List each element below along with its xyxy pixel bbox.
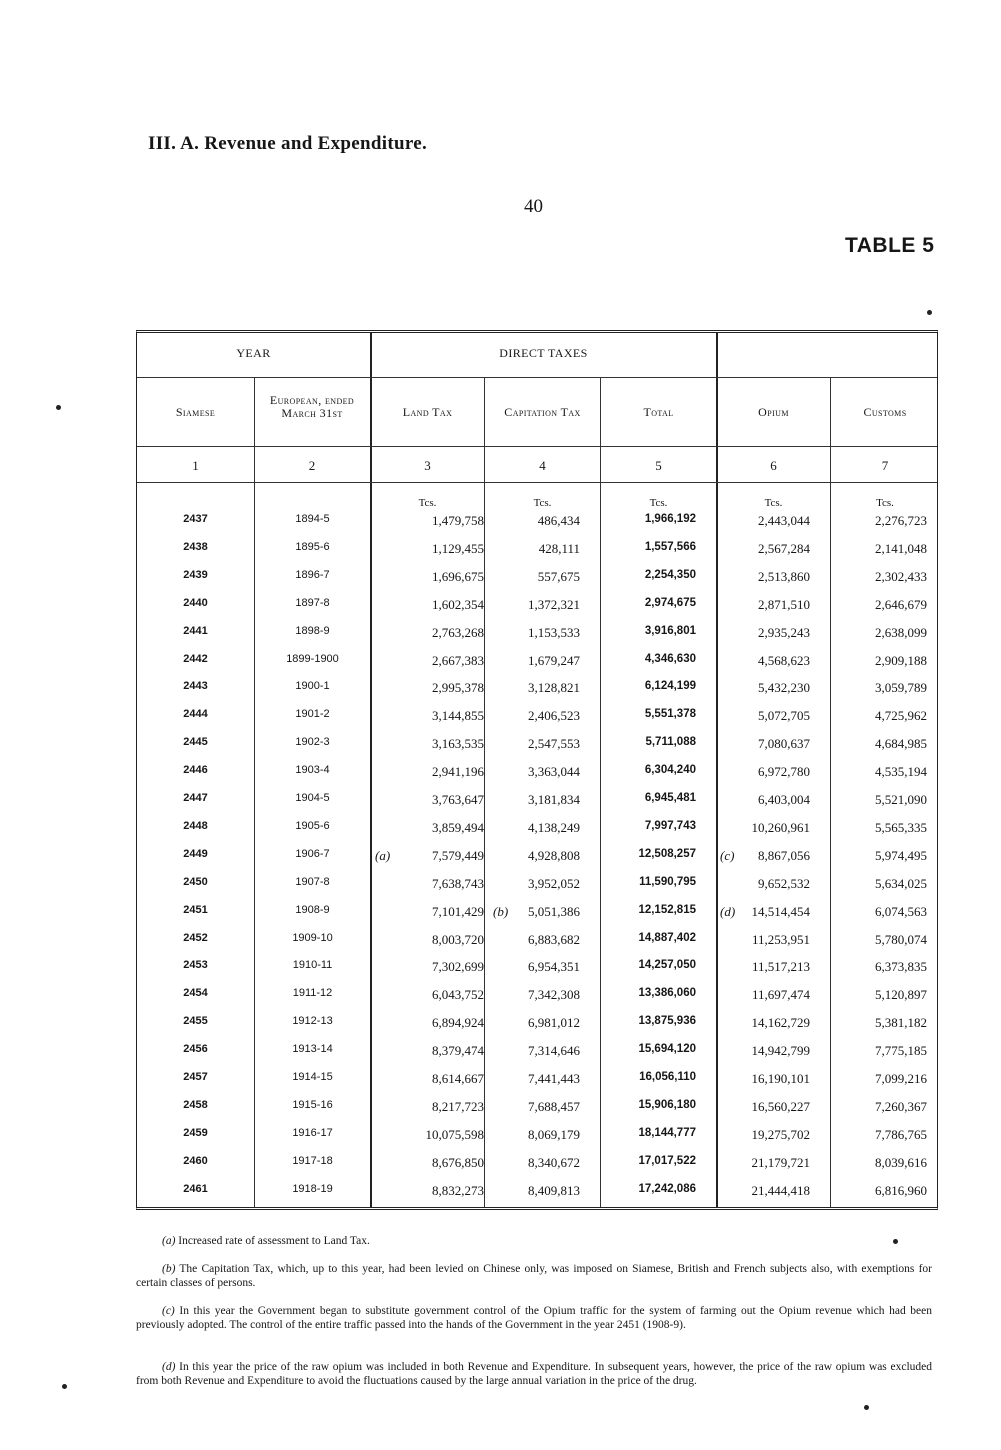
cell-land-tax: 1,479,758	[432, 513, 484, 528]
cell-capitation-tax: 7,314,646	[528, 1043, 580, 1059]
cell-total: 2,974,675	[644, 596, 696, 609]
cell-total: 5,551,378	[644, 708, 696, 721]
cell-european: 1917-18	[292, 1154, 333, 1167]
cell-european: 1918-19	[292, 1182, 333, 1195]
cell-customs: 5,780,074	[875, 931, 927, 947]
cell-european: 1916-17	[292, 1126, 333, 1139]
unit-label-opium: Tcs.	[764, 497, 783, 509]
cell-land-tax: 8,217,723	[432, 1098, 484, 1114]
col-number-5: 5	[655, 458, 662, 473]
table-row	[137, 820, 939, 848]
cell-land-tax: 1,129,455	[432, 540, 484, 556]
cell-capitation-tax: 7,441,443	[528, 1071, 580, 1086]
cell-total: 17,017,522	[638, 1154, 696, 1167]
table-row	[137, 1127, 939, 1155]
cell-siamese: 2449	[183, 847, 208, 860]
cell-european: 1909-10	[292, 931, 333, 944]
cell-capitation-tax: 6,883,682	[528, 931, 580, 947]
cell-european: 1908-9	[295, 903, 330, 916]
table-row	[137, 1071, 939, 1099]
footnote-text: The Capitation Tax, which, up to this year, had been levied on Chinese only, was imposed on Siamese, British and French subjects also, with exemptions for certain classes of persons.	[136, 1263, 932, 1289]
cell-european: 1910-11	[292, 959, 333, 972]
cell-land-tax: 8,614,667	[432, 1071, 484, 1086]
cell-european: 1913-14	[292, 1043, 333, 1056]
cell-european: 1899-1900	[286, 652, 339, 665]
cell-customs: 4,535,194	[875, 764, 927, 780]
footnote	[136, 1360, 932, 1388]
cell-total: 5,711,088	[645, 736, 696, 749]
table-row	[137, 959, 939, 987]
cell-opium: 4,568,623	[758, 652, 810, 668]
col-number-4: 4	[539, 458, 546, 473]
cell-land-tax: 7,101,429	[432, 903, 484, 919]
cell-siamese: 2440	[183, 596, 208, 609]
cell-customs: 7,775,185	[875, 1043, 927, 1059]
footnote-mark: (a)	[162, 1235, 176, 1247]
cell-opium: 8,867,056	[758, 847, 810, 863]
cell-opium: 6,972,780	[758, 764, 810, 780]
cell-total: 6,124,199	[644, 680, 696, 693]
cell-opium: 21,179,721	[751, 1154, 810, 1170]
cell-opium: 14,162,729	[751, 1015, 810, 1031]
cell-land-tax: 6,894,924	[432, 1015, 484, 1031]
cell-opium: 2,935,243	[758, 624, 810, 640]
scan-speck	[927, 310, 932, 315]
footnote-marker: (b)	[493, 903, 509, 919]
cell-total: 17,242,086	[638, 1182, 696, 1195]
table-row	[137, 736, 939, 764]
unit-label-total: Tcs.	[649, 497, 668, 509]
col-header-opium: Opium	[758, 405, 789, 419]
footnote-mark: (c)	[162, 1305, 175, 1317]
cell-capitation-tax: 4,928,808	[528, 847, 580, 863]
cell-capitation-tax: 7,342,308	[528, 987, 580, 1003]
table-row	[137, 597, 939, 625]
cell-land-tax: 3,859,494	[432, 819, 484, 835]
cell-opium: 14,514,454	[751, 903, 810, 919]
cell-land-tax: 3,144,855	[432, 708, 484, 724]
rule-column-numbers	[137, 482, 937, 483]
cell-opium: 16,560,227	[751, 1098, 810, 1114]
cell-total: 1,557,566	[644, 540, 696, 553]
cell-total: 6,945,481	[644, 792, 696, 804]
cell-european: 1904-5	[295, 792, 330, 804]
cell-capitation-tax: 8,340,672	[528, 1154, 580, 1170]
cell-opium: 2,513,860	[758, 568, 810, 584]
cell-total: 2,254,350	[644, 568, 696, 581]
cell-siamese: 2444	[183, 708, 208, 721]
cell-total: 7,997,743	[644, 819, 696, 832]
cell-total: 15,694,120	[638, 1043, 696, 1056]
table-row	[137, 1099, 939, 1127]
table-row	[137, 932, 939, 960]
col-number-1: 1	[192, 458, 199, 473]
cell-opium: 9,652,532	[758, 875, 810, 891]
cell-siamese: 2437	[183, 513, 208, 525]
table-row	[137, 904, 939, 932]
cell-capitation-tax: 3,181,834	[528, 792, 580, 807]
cell-total: 12,508,257	[638, 847, 696, 860]
table-row	[137, 625, 939, 653]
cell-capitation-tax: 3,128,821	[528, 680, 580, 696]
cell-customs: 2,646,679	[875, 596, 927, 612]
col-header-siamese: Siamese	[175, 405, 216, 419]
cell-capitation-tax: 3,363,044	[528, 764, 580, 780]
cell-siamese: 2461	[183, 1182, 208, 1195]
cell-land-tax: 7,302,699	[432, 959, 484, 975]
footnote	[136, 1234, 932, 1248]
rule-column-header	[137, 446, 937, 447]
cell-opium: 11,697,474	[751, 987, 810, 1003]
footnote-mark: (d)	[162, 1361, 176, 1373]
cell-opium: 11,517,213	[751, 959, 810, 975]
cell-opium: 7,080,637	[758, 736, 810, 752]
cell-total: 3,916,801	[644, 624, 696, 637]
cell-capitation-tax: 8,409,813	[528, 1182, 580, 1198]
footnote-marker: (d)	[720, 903, 736, 919]
cell-customs: 5,521,090	[875, 792, 927, 807]
cell-customs: 2,909,188	[875, 652, 927, 668]
unit-label-land-tax: Tcs.	[418, 497, 437, 509]
cell-customs: 5,120,897	[875, 987, 927, 1003]
cell-opium: 11,253,951	[751, 931, 810, 947]
col-header-capitation-tax: Capitation Tax	[504, 405, 581, 419]
cell-land-tax: 7,638,743	[432, 875, 484, 891]
cell-total: 6,304,240	[644, 764, 696, 777]
cell-capitation-tax: 1,372,321	[528, 596, 580, 612]
cell-opium: 6,403,004	[758, 792, 810, 807]
cell-land-tax: 3,763,647	[432, 792, 484, 807]
cell-capitation-tax: 2,547,553	[528, 736, 580, 752]
cell-siamese: 2446	[183, 764, 208, 777]
cell-customs: 6,816,960	[875, 1182, 927, 1198]
cell-capitation-tax: 3,952,052	[528, 875, 580, 891]
cell-total: 13,875,936	[638, 1015, 696, 1028]
cell-european: 1912-13	[292, 1015, 333, 1028]
cell-total: 14,257,050	[638, 959, 696, 972]
footnote-text: Increased rate of assessment to Land Tax.	[178, 1235, 370, 1247]
cell-customs: 4,684,985	[875, 736, 927, 752]
cell-land-tax: 8,832,273	[432, 1182, 484, 1198]
cell-land-tax: 1,602,354	[432, 596, 484, 612]
cell-european: 1897-8	[295, 596, 330, 609]
revenue-table	[136, 330, 938, 1210]
cell-opium: 14,942,799	[751, 1043, 810, 1059]
cell-siamese: 2441	[183, 624, 208, 637]
cell-european: 1895-6	[295, 540, 330, 553]
cell-land-tax: 7,579,449	[432, 847, 484, 863]
cell-siamese: 2439	[183, 568, 208, 581]
cell-opium: 2,567,284	[758, 540, 810, 556]
cell-capitation-tax: 7,688,457	[528, 1098, 580, 1114]
cell-total: 15,906,180	[638, 1098, 696, 1111]
cell-capitation-tax: 6,954,351	[528, 959, 580, 975]
cell-land-tax: 3,163,535	[432, 736, 484, 752]
cell-siamese: 2450	[183, 875, 208, 888]
cell-siamese: 2455	[183, 1015, 208, 1028]
page-number: 40	[524, 196, 543, 217]
table-row	[137, 653, 939, 681]
table-row	[137, 876, 939, 904]
table-row	[137, 569, 939, 597]
cell-total: 1,966,192	[644, 513, 696, 525]
table-row	[137, 792, 939, 820]
cell-land-tax: 8,676,850	[432, 1154, 484, 1170]
cell-european: 1915-16	[292, 1098, 333, 1111]
table-label: TABLE 5	[845, 234, 935, 257]
col-number-2: 2	[308, 458, 316, 473]
cell-siamese: 2442	[183, 652, 208, 665]
col-header-european: European, ended March 31st	[269, 393, 355, 420]
cell-customs: 2,276,723	[875, 513, 927, 528]
cell-land-tax: 2,763,268	[432, 624, 484, 640]
cell-customs: 4,725,962	[875, 708, 927, 724]
cell-customs: 5,565,335	[875, 819, 927, 835]
cell-customs: 7,786,765	[875, 1126, 927, 1142]
cell-land-tax: 2,667,383	[432, 652, 484, 668]
table-row	[137, 1155, 939, 1183]
cell-siamese: 2452	[183, 931, 208, 944]
cell-european: 1900-1	[295, 680, 330, 693]
cell-opium: 10,260,961	[751, 819, 810, 835]
section-heading: III. A. Revenue and Expenditure.	[148, 133, 427, 154]
scan-speck	[893, 1239, 898, 1244]
cell-european: 1903-4	[295, 764, 330, 777]
cell-european: 1898-9	[295, 624, 330, 637]
cell-siamese: 2448	[183, 819, 208, 832]
footnote-text: In this year the Government began to substitute government control of the Opium traffic for the system of farming out the Opium revenue which had been previously adopted. The control of the entire traffic passed into the hands of the Government in the year 2451 (1908-9).	[136, 1305, 932, 1331]
cell-opium: 5,432,230	[758, 680, 810, 696]
cell-capitation-tax: 486,434	[537, 513, 580, 528]
col-header-land-tax: Land Tax	[402, 405, 453, 419]
cell-european: 1905-6	[295, 819, 330, 832]
table-row	[137, 764, 939, 792]
table-row	[137, 987, 939, 1015]
cell-capitation-tax: 1,153,533	[528, 624, 580, 640]
cell-siamese: 2445	[183, 736, 208, 749]
cell-land-tax: 6,043,752	[432, 987, 484, 1003]
cell-customs: 8,039,616	[875, 1154, 927, 1170]
cell-total: 16,056,110	[639, 1071, 696, 1083]
cell-european: 1894-5	[295, 513, 330, 525]
cell-opium: 19,275,702	[751, 1126, 810, 1142]
col-header-customs: Customs	[863, 405, 907, 419]
cell-siamese: 2443	[183, 680, 208, 693]
cell-european: 1901-2	[295, 708, 330, 721]
table-row	[137, 848, 939, 876]
col-header-total: Total	[643, 405, 674, 419]
cell-siamese: 2438	[183, 540, 208, 553]
scan-speck	[62, 1384, 67, 1389]
cell-customs: 2,302,433	[875, 568, 927, 584]
cell-european: 1906-7	[295, 847, 330, 860]
cell-siamese: 2457	[183, 1071, 208, 1083]
group-header-year: YEAR	[236, 346, 271, 360]
cell-siamese: 2453	[183, 959, 208, 972]
col-number-7: 7	[881, 458, 889, 473]
cell-siamese: 2458	[183, 1098, 208, 1111]
cell-siamese: 2447	[183, 792, 208, 804]
cell-siamese: 2459	[183, 1126, 208, 1139]
cell-customs: 5,634,025	[875, 875, 927, 891]
col-number-6: 6	[770, 458, 777, 473]
cell-european: 1896-7	[295, 568, 330, 581]
cell-opium: 16,190,101	[751, 1071, 810, 1086]
cell-land-tax: 10,075,598	[425, 1126, 484, 1142]
col-number-3: 3	[424, 458, 431, 473]
footnote-text: In this year the price of the raw opium was included in both Revenue and Expenditure. In subsequent years, however, the price of the raw opium was excluded from both Revenue and Expenditure to avoid the fluctuations caused by the large annual variation in the price of the drug.	[136, 1361, 933, 1387]
cell-european: 1914-15	[292, 1071, 333, 1083]
cell-siamese: 2460	[183, 1154, 208, 1167]
footnote-mark: (b)	[162, 1263, 176, 1275]
cell-customs: 2,141,048	[875, 540, 927, 556]
cell-total: 14,887,402	[638, 931, 696, 944]
cell-total: 12,152,815	[638, 903, 696, 916]
cell-land-tax: 1,696,675	[432, 568, 484, 584]
scan-speck	[56, 405, 61, 410]
table-row	[137, 1183, 939, 1211]
cell-land-tax: 8,379,474	[432, 1043, 484, 1059]
footnote	[136, 1262, 932, 1290]
cell-opium: 5,072,705	[758, 708, 810, 724]
cell-siamese: 2451	[183, 903, 208, 916]
cell-total: 18,144,777	[638, 1126, 696, 1139]
cell-opium: 2,443,044	[758, 513, 810, 528]
cell-total: 4,346,630	[644, 652, 696, 665]
cell-capitation-tax: 557,675	[537, 568, 580, 584]
cell-capitation-tax: 2,406,523	[528, 708, 580, 724]
unit-label-customs: Tcs.	[876, 497, 894, 509]
cell-capitation-tax: 428,111	[538, 540, 580, 556]
footnote-marker: (c)	[720, 847, 735, 863]
cell-siamese: 2454	[183, 987, 208, 1000]
cell-european: 1907-8	[295, 875, 330, 888]
cell-customs: 6,373,835	[875, 959, 927, 975]
cell-total: 13,386,060	[638, 987, 696, 1000]
table-row	[137, 513, 939, 541]
table-row	[137, 541, 939, 569]
cell-total: 11,590,795	[639, 875, 696, 888]
group-header-direct-taxes: DIRECT TAXES	[499, 346, 588, 360]
footnote-marker: (a)	[375, 847, 391, 863]
unit-label-capitation-tax: Tcs.	[533, 497, 552, 509]
cell-land-tax: 8,003,720	[432, 931, 484, 947]
cell-customs: 3,059,789	[875, 680, 927, 696]
table-row	[137, 1015, 939, 1043]
cell-customs: 5,381,182	[875, 1015, 927, 1031]
scan-speck	[864, 1405, 869, 1410]
rule-group-header	[137, 377, 937, 378]
cell-customs: 5,974,495	[875, 847, 927, 863]
cell-land-tax: 2,995,378	[432, 680, 484, 696]
cell-capitation-tax: 6,981,012	[528, 1015, 580, 1031]
table-row	[137, 1043, 939, 1071]
table-row	[137, 708, 939, 736]
cell-european: 1902-3	[295, 736, 330, 749]
cell-capitation-tax: 8,069,179	[528, 1126, 580, 1142]
cell-opium: 21,444,418	[751, 1182, 810, 1198]
table-row	[137, 680, 939, 708]
cell-capitation-tax: 4,138,249	[528, 819, 580, 835]
cell-customs: 6,074,563	[875, 903, 927, 919]
cell-capitation-tax: 1,679,247	[528, 652, 580, 668]
cell-land-tax: 2,941,196	[432, 764, 484, 780]
cell-customs: 7,260,367	[875, 1098, 927, 1114]
cell-customs: 2,638,099	[875, 624, 927, 640]
cell-capitation-tax: 5,051,386	[528, 903, 580, 919]
cell-siamese: 2456	[183, 1043, 208, 1056]
cell-opium: 2,871,510	[758, 596, 810, 612]
cell-customs: 7,099,216	[875, 1071, 927, 1086]
footnote	[136, 1304, 932, 1332]
cell-european: 1911-12	[292, 987, 333, 1000]
